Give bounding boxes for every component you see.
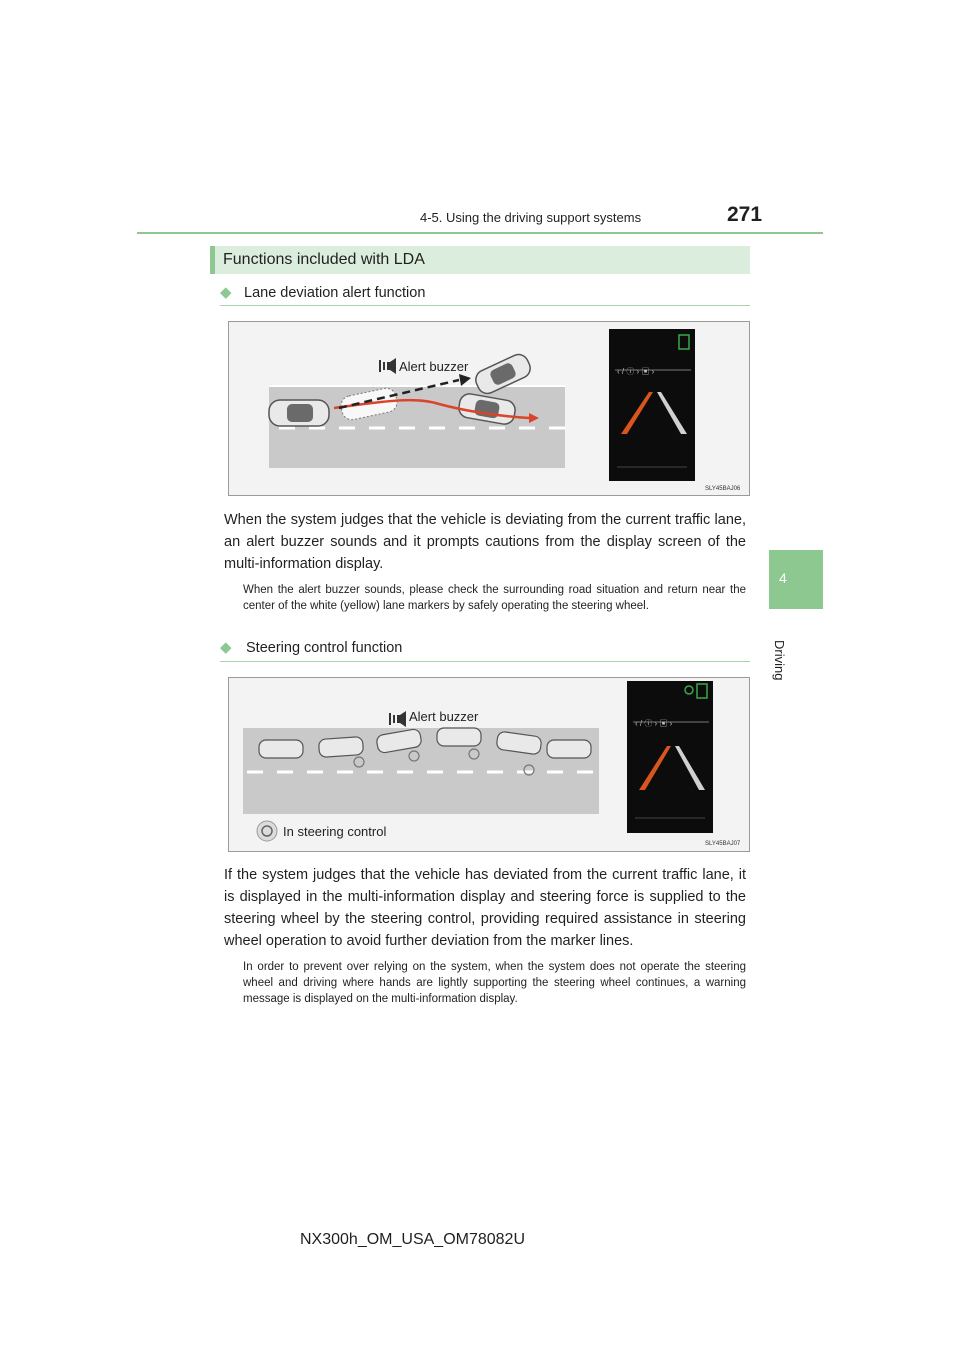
alert-buzzer-label: Alert buzzer	[399, 359, 469, 374]
steering-wheel-icon	[257, 821, 277, 841]
steering-control-figure	[228, 677, 750, 852]
lane-deviation-body: When the system judges that the vehicle is deviating from the current traffic lane, an alert buzzer sounds and it prompts cautions from the display screen of the multi-information display.	[224, 512, 746, 572]
figure-code: SLY45BAJ07	[705, 841, 741, 847]
in-steering-control-label: In steering control	[283, 824, 387, 839]
diamond-bullet-icon: ◆	[220, 284, 232, 301]
subheading-rule	[220, 661, 750, 662]
document-code: NX300h_OM_USA_OM78082U	[300, 1231, 526, 1248]
steering-control-heading-row	[220, 638, 402, 657]
alert-buzzer-label: Alert buzzer	[409, 709, 479, 724]
lane-deviation-heading-row	[220, 283, 425, 302]
svg-text:‹ / ⓘ › ▣ ›: ‹ / ⓘ › ▣ ›	[617, 367, 655, 376]
figure-code: SLY45BAJ06	[705, 486, 741, 492]
section-heading: Functions included with LDA	[223, 251, 425, 268]
lane-deviation-illustration	[229, 322, 749, 495]
lane-deviation-figure	[228, 321, 750, 496]
steering-control-note: In order to prevent over relying on the system, when the system does not operate the steering wheel and driving where hands are lightly supporting the steering wheel continues, a warning message is displayed on the multi-information display.	[243, 961, 746, 1005]
multi-information-display	[627, 681, 713, 833]
chapter-tab	[769, 550, 823, 609]
car-left	[269, 400, 329, 426]
steering-control-body: If the system judges that the vehicle has deviated from the current traffic lane, it is displayed in the multi-information display and steering force is supplied to the steering wheel by the steering control, providing required assistance in steering wheel operation to avoid further deviation from the marker lines.	[224, 867, 746, 949]
diamond-bullet-icon: ◆	[220, 639, 232, 656]
multi-information-display	[609, 329, 695, 481]
page-number: 271	[727, 203, 763, 226]
lane-deviation-note: When the alert buzzer sounds, please check the surrounding road situation and return near the center of the white (yellow) lane markers by safely operating the steering wheel.	[243, 584, 746, 612]
header-rule	[137, 232, 823, 234]
steering-control-heading: Steering control function	[246, 640, 403, 656]
svg-text:‹ / ⓘ › ▣ ›: ‹ / ⓘ › ▣ ›	[635, 719, 673, 728]
lane-deviation-heading: Lane deviation alert function	[244, 285, 426, 301]
running-header: 4-5. Using the driving support systems	[420, 210, 642, 225]
chapter-label: Driving	[772, 640, 787, 681]
chapter-number: 4	[779, 570, 787, 586]
subheading-rule	[220, 305, 750, 306]
